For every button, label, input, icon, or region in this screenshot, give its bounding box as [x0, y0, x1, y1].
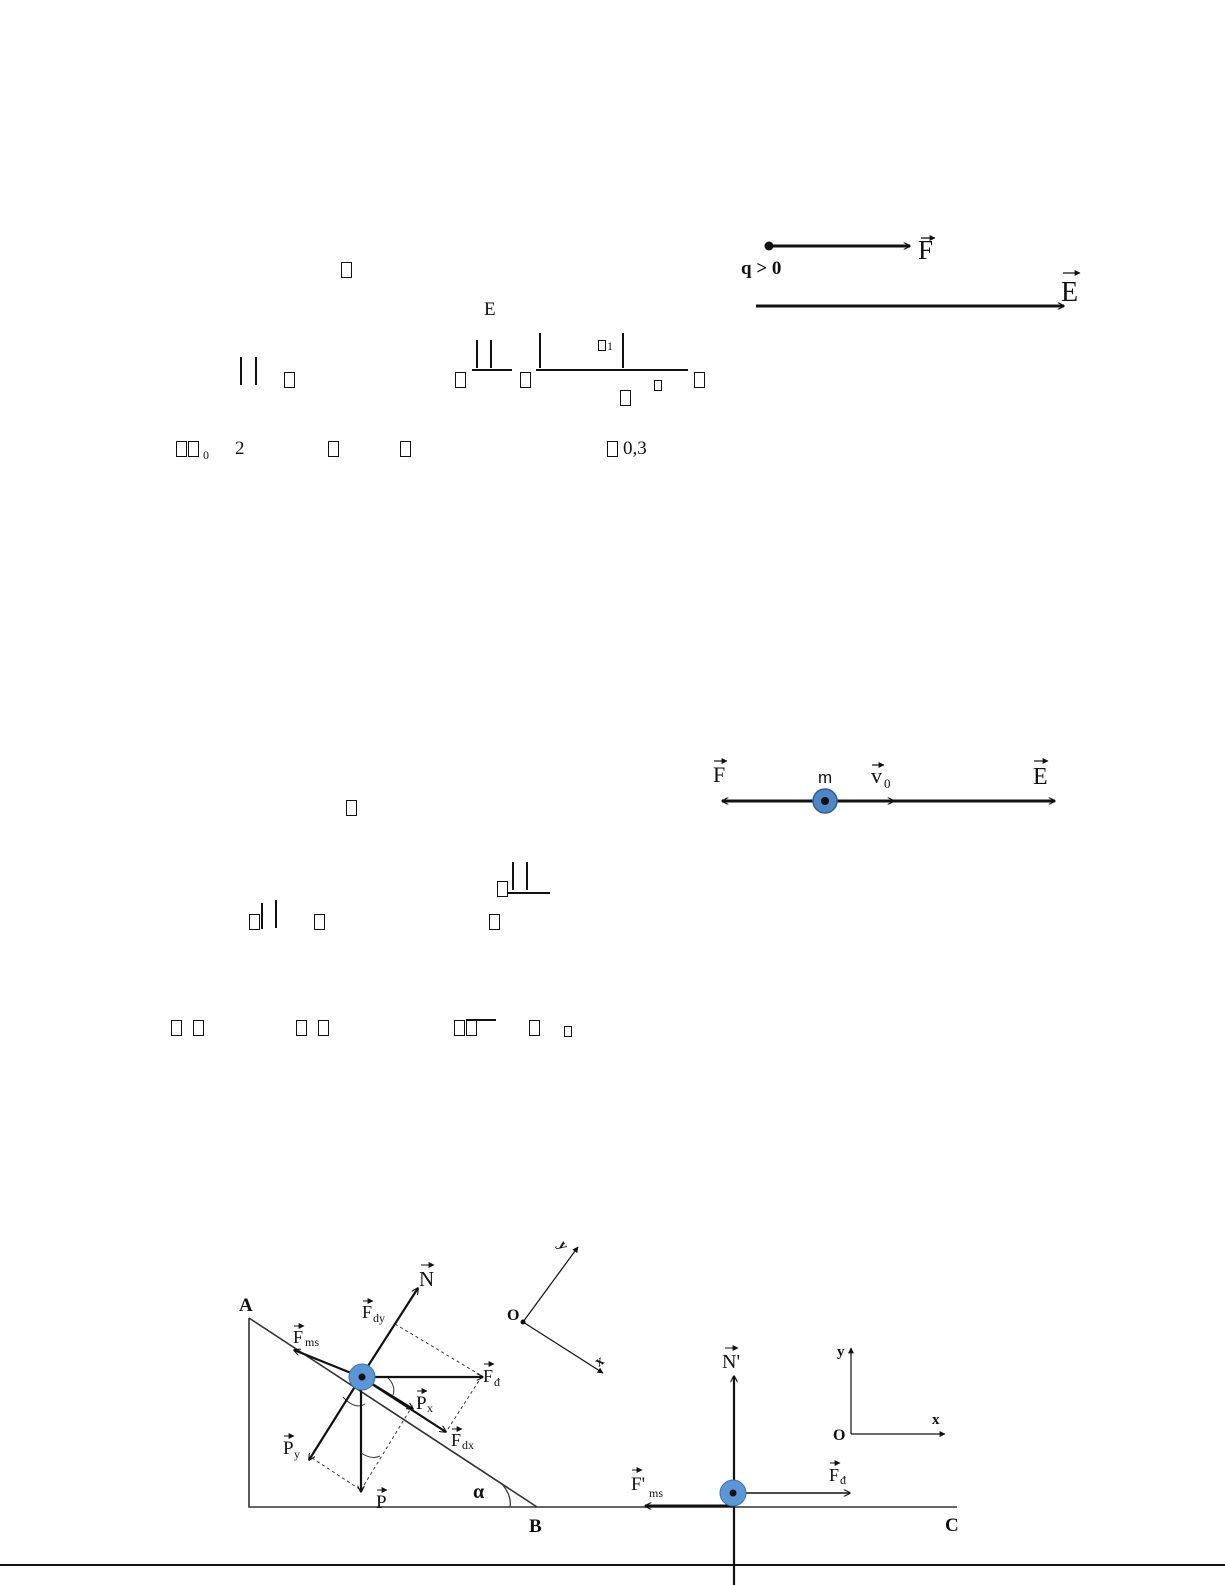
axis-y-label: y: [837, 1344, 845, 1360]
label-f-ms: [293, 1326, 319, 1349]
axis-x: [523, 1322, 603, 1373]
svg-text:P: P: [283, 1438, 294, 1459]
field-vector-label: [1061, 273, 1080, 308]
dashed-line: [446, 1376, 482, 1432]
block-center: [359, 1374, 366, 1381]
svg-text:F: F: [451, 1430, 462, 1450]
point-a-label: A: [239, 1295, 253, 1316]
block2-center: [730, 1490, 737, 1497]
label-weight: [376, 1490, 387, 1513]
figure-incline: [239, 1238, 959, 1585]
svg-text:N': N': [722, 1351, 741, 1373]
force-label-group: [713, 761, 727, 787]
svg-text:F: F: [362, 1302, 373, 1322]
subscript-zero: 0: [203, 448, 209, 462]
result-value: 0,3: [623, 438, 647, 459]
field-label-group: [1033, 761, 1048, 790]
axis-x-label: x: [932, 1412, 940, 1428]
svg-text:P: P: [376, 1492, 387, 1513]
svg-text:đ: đ: [494, 1375, 500, 1389]
svg-text:N: N: [419, 1267, 435, 1291]
figure-charge-in-field: [741, 235, 1080, 308]
velocity-subscript: 0: [884, 776, 891, 791]
label-f-d2: [829, 1463, 846, 1487]
field-label: E: [1033, 764, 1048, 790]
number-two: 2: [235, 438, 245, 459]
force-label: F: [713, 762, 726, 787]
svg-text:dy: dy: [373, 1311, 385, 1325]
point-c-label: C: [945, 1515, 959, 1536]
svg-text:đ: đ: [840, 1473, 846, 1487]
mass-label: m: [818, 768, 833, 787]
svg-text:y: y: [294, 1447, 300, 1461]
charge-label: q > 0: [741, 258, 782, 279]
svg-text:ms: ms: [305, 1335, 320, 1349]
angle-alpha-label: α: [473, 1481, 485, 1503]
mass-center: [821, 797, 829, 805]
construction-lines: [312, 1324, 482, 1490]
velocity-label-group: [871, 763, 891, 791]
velocity-label: v: [871, 763, 882, 788]
figure-mass-in-field: [713, 761, 1055, 813]
field-label: E: [1061, 277, 1079, 308]
point-b-label: B: [529, 1516, 542, 1537]
axis-y-label: y: [554, 1238, 572, 1254]
label-p-x: [416, 1391, 433, 1415]
angle-arc: [388, 1378, 394, 1395]
tilted-axes: [507, 1238, 608, 1373]
dashed-line: [361, 1405, 413, 1490]
svg-text:F: F: [483, 1366, 494, 1386]
svg-text:F': F': [631, 1474, 645, 1495]
p-y-arrow: [309, 1377, 361, 1460]
svg-text:F: F: [293, 1327, 304, 1347]
field-symbol-e: E: [484, 299, 496, 320]
origin-label: O: [833, 1427, 846, 1444]
f-dx-arrow: [361, 1377, 446, 1432]
force-label: F: [918, 235, 934, 265]
dashed-line: [395, 1324, 482, 1376]
svg-text:P: P: [416, 1393, 427, 1414]
svg-text:x: x: [427, 1401, 433, 1415]
origin-label: O: [507, 1307, 520, 1324]
label-f-dy: [362, 1301, 385, 1325]
label-f-dx: [451, 1429, 474, 1452]
label-p-y: [283, 1436, 300, 1461]
exponent: 1: [598, 340, 613, 352]
label-normal2: [722, 1348, 740, 1373]
origin-dot: [521, 1320, 526, 1325]
axis-x-label: x: [591, 1352, 608, 1371]
svg-text:F: F: [829, 1465, 840, 1485]
svg-text:dx: dx: [462, 1438, 474, 1452]
upright-axes: [833, 1344, 945, 1444]
axis-y: [523, 1247, 578, 1322]
label-f-d: [483, 1364, 500, 1389]
svg-text:ms: ms: [649, 1486, 664, 1500]
dashed-line: [312, 1458, 361, 1490]
incline-force-arrows: [294, 1288, 483, 1492]
angle-arc: [361, 1453, 380, 1457]
label-f-ms2: [631, 1470, 663, 1500]
label-normal: [419, 1265, 434, 1291]
force-vector-label: [918, 235, 935, 265]
ground-block: [631, 1348, 850, 1585]
